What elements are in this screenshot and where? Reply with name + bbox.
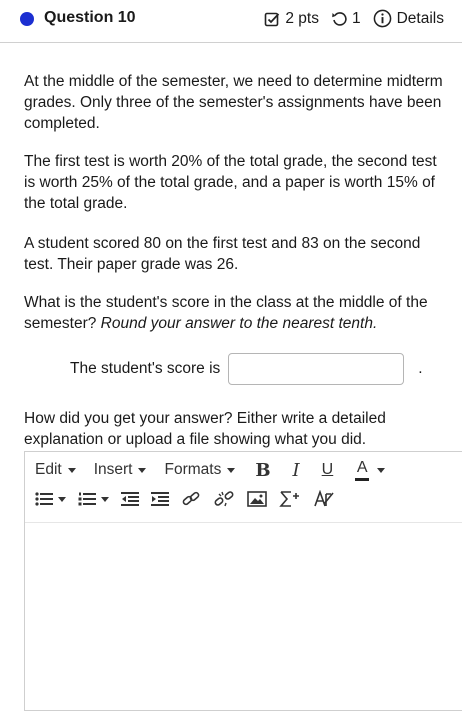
image-icon bbox=[247, 491, 267, 507]
menu-formats[interactable] bbox=[164, 461, 235, 479]
unlink-icon bbox=[213, 490, 235, 508]
indent-icon bbox=[151, 491, 169, 507]
prompt-paragraph-4 bbox=[24, 292, 444, 334]
attempts-count: 1 bbox=[351, 9, 361, 27]
question-header bbox=[0, 0, 462, 43]
remove-link-button[interactable] bbox=[213, 490, 235, 508]
info-icon[interactable] bbox=[373, 9, 392, 28]
chevron-down-icon bbox=[58, 497, 66, 502]
insert-image-button[interactable] bbox=[247, 491, 267, 507]
insert-equation-button[interactable] bbox=[279, 490, 301, 508]
explain-prompt: How did you get your answer? Either write a detailed explanation or upload a file showing what you did. bbox=[24, 410, 386, 448]
sigma-plus-icon bbox=[279, 490, 301, 508]
chevron-down-icon[interactable] bbox=[377, 468, 385, 473]
score-answer-input[interactable] bbox=[228, 353, 404, 385]
chevron-down-icon bbox=[101, 497, 109, 502]
menu-edit-label: Edit bbox=[35, 461, 62, 478]
answer-label: The student's score is bbox=[70, 360, 221, 377]
question-title: Question 10 bbox=[44, 9, 136, 26]
question-status-dot bbox=[20, 12, 34, 26]
menu-insert[interactable] bbox=[94, 461, 147, 479]
format-buttons bbox=[255, 459, 385, 481]
editor-menubar bbox=[35, 459, 385, 481]
details-link[interactable]: Details bbox=[396, 9, 444, 27]
chevron-down-icon bbox=[68, 468, 76, 473]
answer-row bbox=[70, 353, 423, 385]
outdent-icon bbox=[121, 491, 139, 507]
font-color-button[interactable] bbox=[355, 459, 369, 481]
menu-formats-label: Formats bbox=[164, 461, 222, 478]
answer-period: . bbox=[418, 360, 423, 377]
decrease-indent-button[interactable] bbox=[121, 491, 139, 507]
prompt-paragraph-1: At the middle of the semester, we need to determine midterm grades. Only three of the semester's assignments have been completed. bbox=[24, 73, 443, 132]
bullet-list-button[interactable] bbox=[35, 491, 66, 507]
font-color-label: A bbox=[356, 459, 368, 476]
clear-formatting-button[interactable] bbox=[313, 490, 335, 508]
underline-button[interactable]: U bbox=[321, 461, 334, 478]
attempts-icon bbox=[331, 11, 347, 27]
question-meta bbox=[264, 9, 444, 28]
prompt-rounding-note: Round your answer to the nearest tenth. bbox=[100, 315, 378, 332]
link-icon bbox=[181, 490, 201, 508]
insert-link-button[interactable] bbox=[181, 490, 201, 508]
menu-edit[interactable] bbox=[35, 461, 76, 479]
bold-button[interactable]: B bbox=[255, 459, 271, 481]
clear-formatting-icon bbox=[313, 490, 335, 508]
editor-content-area[interactable] bbox=[25, 523, 462, 712]
prompt-question: What is the student's score in the class at the middle of the semester? bbox=[24, 294, 428, 332]
editor-toolbar bbox=[35, 490, 347, 508]
rich-text-editor bbox=[24, 451, 462, 711]
chevron-down-icon bbox=[138, 468, 146, 473]
italic-button[interactable]: I bbox=[292, 459, 300, 481]
bullet-list-icon bbox=[35, 491, 53, 507]
increase-indent-button[interactable] bbox=[151, 491, 169, 507]
numbered-list-button[interactable] bbox=[78, 491, 109, 507]
chevron-down-icon bbox=[227, 468, 235, 473]
checkbox-edit-icon bbox=[264, 11, 280, 27]
points-label: 2 pts bbox=[285, 9, 319, 27]
menu-insert-label: Insert bbox=[93, 461, 133, 478]
prompt-paragraph-3: A student scored 80 on the first test and 83 on the second test. Their paper grade was 26. bbox=[24, 235, 421, 273]
numbered-list-icon bbox=[78, 491, 96, 507]
prompt-paragraph-2: The first test is worth 20% of the total grade, the second test is worth 25% of the total grade, and a paper is worth 15% of the total grade. bbox=[24, 153, 437, 212]
